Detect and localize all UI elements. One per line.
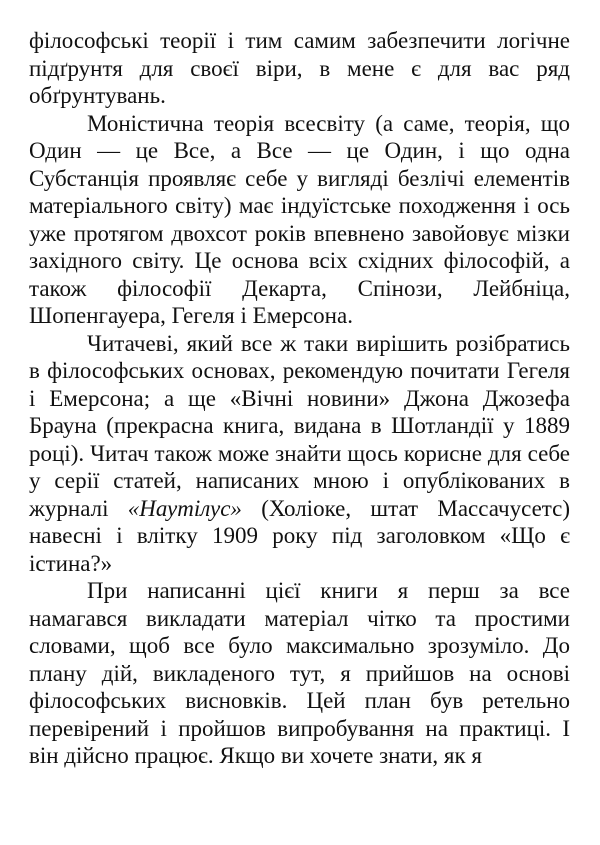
paragraph-text: (Холіоке, штат Массачусетс) навесні і влітку 1909 року під заголовком «Що є істина?» bbox=[29, 495, 570, 576]
paragraph-reading-recommendation bbox=[29, 330, 570, 578]
paragraph-continuation: філософські теорії і тим самим забезпечити логічне підґрунтя для своєї віри, в мене є для вас ряд обґрунтувань. bbox=[29, 28, 570, 108]
paragraph-writing-approach: При написанні цієї книги я перш за все намагався викладати матеріал чітко та простими словами, щоб все було максимально зрозуміло. До плану дій, викладеного тут, я прийшов на основі філософських висновків. Цей план був ретельно перевірений і пройшов випробування на практиці. І він дійсно працює. Якщо ви хочете знати, як я bbox=[29, 578, 570, 768]
paragraph-text: Читачеві, який все ж таки вирішить розібратись в філософських основах, рекомендую почитати Гегеля і Емерсона; а ще «Вічні новини» Джона Джозефа Брауна (прекрасна книга, видана в Шотландії у 1889 році). Читач також може знайти щось корисне для себе у серії статей, написаних мною і опублікованих в журналі bbox=[29, 330, 570, 521]
paragraph-monistic-theory: Моністична теорія всесвіту (а саме, теорія, що Один — це Все, а Все — це Один, і що одна Субстанція проявляє себе у вигляді безлічі елементів матеріального світу) має індуїстське походження і ось уже протягом двохсот років впевнено завойовує мізки західного світу. Це основа всіх східних філософій, а також філософії Декарта, Спінози, Лейбніца, Шопенгауера, Гегеля і Емерсона. bbox=[29, 110, 570, 328]
document-page bbox=[29, 27, 570, 770]
journal-title: «Наутілус» bbox=[127, 495, 242, 521]
